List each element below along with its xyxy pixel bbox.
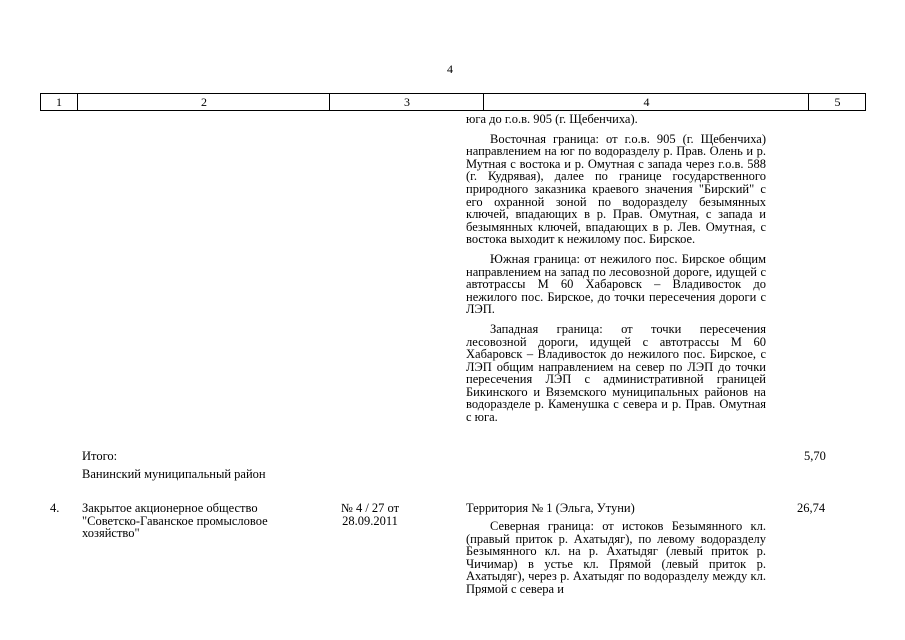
district-name: Ванинский муниципальный район (82, 467, 266, 481)
table-header-row (40, 93, 866, 111)
west-border-paragraph: Западная граница: от точки пересечения лесовозной дороги, идущей с автотрассы М 60 Хабаровск – Владивосток до нежилого пос. Бирское, с ЛЭП общим направлением на север по ЛЭП до точки пересечения ЛЭП с административной границей Бикинского и Вяземского муниципальных районов на водоразделе р. Каменушка с севера и р. Прав. Омутная с юга. (466, 321, 766, 425)
south-border-paragraph: Южная граница: от нежилого пос. Бирское общим направлением на запад по лесовозной дороге, идущей с автотрассы М 60 Хабаровск – Владивосток до нежилого пос. Бирское, до точки пересечения дороги с ЛЭП. (466, 251, 766, 317)
header-col-3: 3 (329, 94, 484, 110)
row-number: 4. (50, 501, 60, 515)
header-col-1: 1 (56, 95, 62, 109)
header-col-5: 5 (808, 94, 866, 110)
north-border-text: Северная граница: от истоков Безымянного кл. (правый приток р. Ахатыдяг), по левому водоразделу Безымянного кл. на р. Ахатыдяг (левый приток р. Чичимар) в устье кл. Прямой (левый приток р. Ахатыдяг), через р. Ахатыдяг по водоразделу между кл. Прямой с севера и (466, 519, 766, 596)
header-col-2: 2 (77, 94, 330, 110)
area-value: 26,74 (797, 501, 826, 515)
total-value: 5,70 (804, 449, 826, 463)
total-label: Итого: (82, 449, 118, 463)
territory-title: Территория № 1 (Эльга, Утуни) (466, 501, 635, 515)
page-number: 4 (447, 62, 453, 76)
north-border-paragraph (466, 520, 766, 596)
boundary-description (466, 113, 766, 424)
organization-name: Закрытое акционерное общество "Советско-Гаванское промысловое хозяйство" (82, 501, 268, 541)
continuation-text: юга до г.о.в. 905 (г. Щебенчиха). (466, 112, 638, 126)
header-col-4: 4 (483, 94, 809, 110)
east-border-paragraph: Восточная граница: от г.о.в. 905 (г. Щебенчиха) направлением на юг по водоразделу р. Прав. Олень и р. Мутная с востока и р. Омутная с запада через г.о.в. 588 (г. Кудрявая), далее по границе государственного природного заказника краевого значения "Бирский" с его охранной зоной по водоразделу безымянных ключей, впадающих в р. Прав. Омутная, с запада и безымянных ключей, впадающих в р. Лев. Омутная, с востока выходит к нежилому пос. Бирское. (466, 131, 766, 247)
document-reference: № 4 / 27 от 28.09.2011 (340, 501, 400, 528)
